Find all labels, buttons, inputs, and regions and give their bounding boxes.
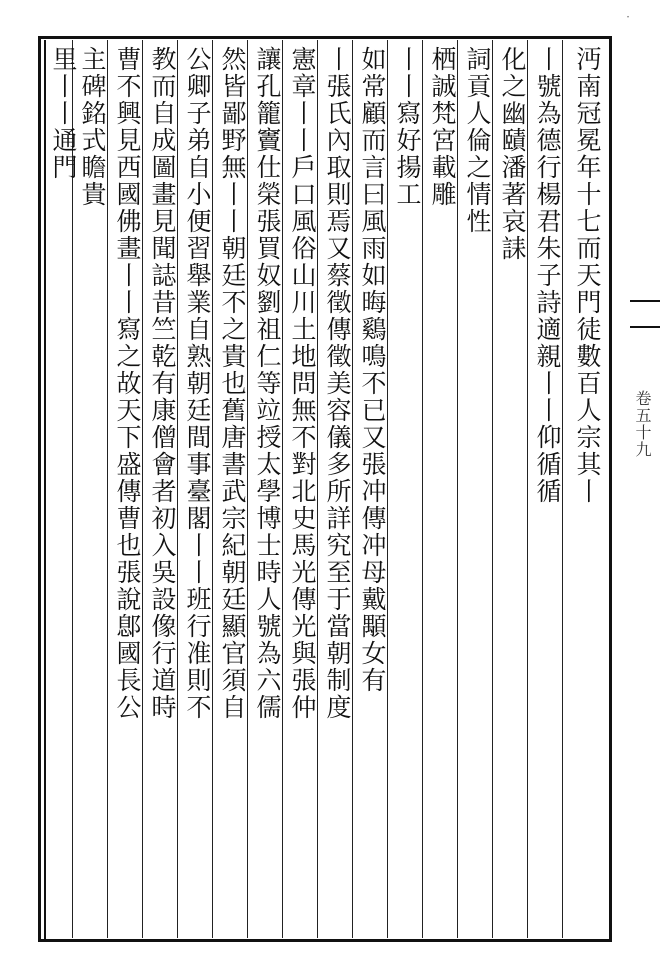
text-column-7: 如常顧而言曰風雨如晦鷄鳴不已又張冲傳冲母戴顒女有: [358, 46, 387, 694]
text-column-14: 曹不興見西國佛畫丨丨寫之故天下盛傳曹也張說鄎國長公: [113, 46, 142, 721]
text-column-13: 教而自成圖畫見聞誌昔竺乾有康僧會者初入吳設像行道時: [148, 46, 177, 721]
text-column-2: 丨號為德行楊君朱子詩適親丨丨仰循循: [533, 46, 562, 505]
text-column-11: 然皆鄙野無丨丨朝廷不之貴也舊唐書武宗紀朝廷顯官須自: [218, 46, 247, 721]
text-column-3: 化之幽賾潘著哀誄: [498, 46, 527, 262]
page-edge-tab: [630, 300, 660, 328]
text-column-15: 主碑銘式瞻貴: [78, 46, 107, 208]
page-top-mark: ·: [626, 10, 630, 24]
text-column-4: 詞貢人倫之情性: [463, 46, 492, 235]
margin-volume-label: 卷五十九: [633, 390, 652, 458]
text-column-9: 憲章丨丨戶口風俗山川土地問無不對北史馬光傳光與張仲: [288, 46, 317, 721]
text-column-6: 丨丨寫好揚工: [393, 46, 422, 208]
text-column-1: 沔南冠冕年十七而天門徒數百人宗其丨: [573, 46, 602, 505]
text-column-10: 讓孔籠竇仕榮張買奴劉祖仁等竝授太學博士時人號為六儒: [253, 46, 282, 721]
text-column-5: 栖誠梵宮載雕: [428, 46, 457, 208]
text-column-12: 公卿子弟自小便習舉業自熟朝廷間事臺閣丨丨班行准則不: [183, 46, 212, 721]
text-column-16: 里丨丨通門: [49, 46, 78, 181]
text-column-8: 丨張氏內取則焉又蔡徵傳徵美容儀多所詳究至于當朝制度: [323, 46, 352, 721]
